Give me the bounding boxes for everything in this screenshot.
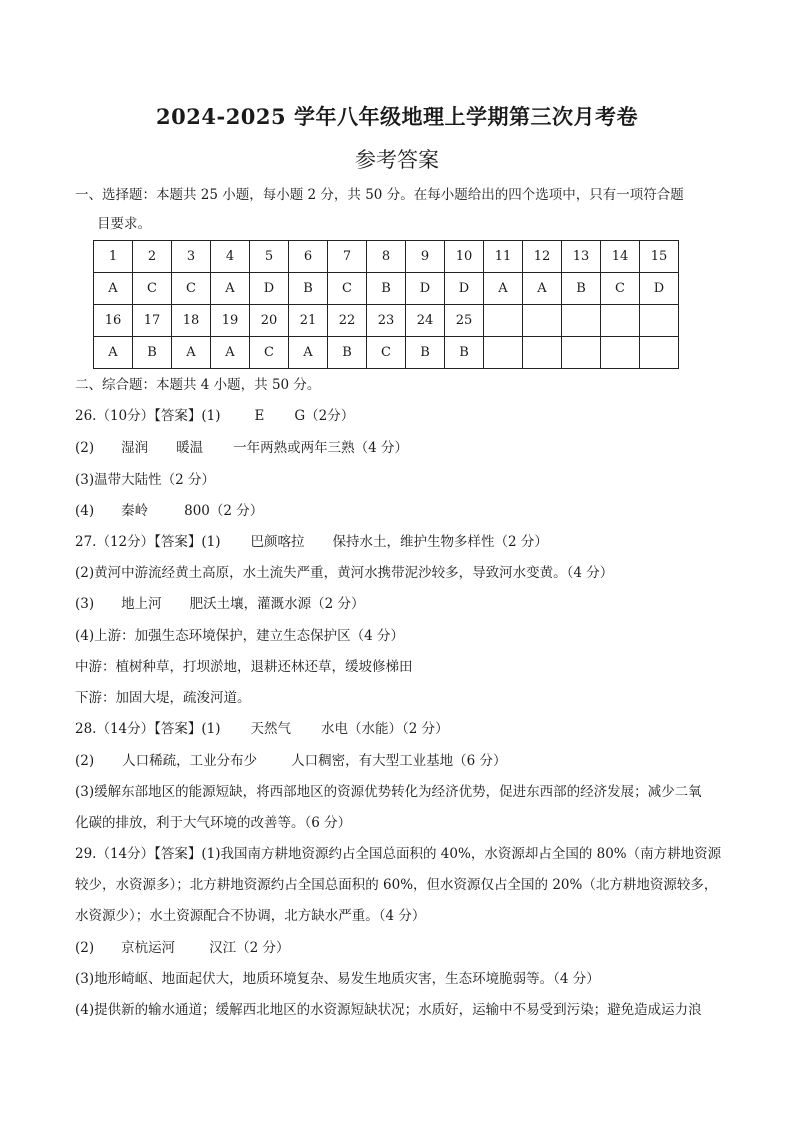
table-cell: 14 bbox=[601, 241, 640, 273]
q26-answer-harvest: 一年两熟或两年三熟（4 分） bbox=[233, 440, 409, 456]
q29-answer-hanjiang: 汉江（2 分） bbox=[209, 940, 290, 956]
table-cell: A bbox=[94, 273, 133, 305]
table-cell: 4 bbox=[211, 241, 250, 273]
table-cell: 3 bbox=[172, 241, 211, 273]
section1-intro-line1: 一、选择题：本题共 25 小题，每小题 2 分，共 50 分。在每小题给出的四个选项中，只有一项符合题 bbox=[75, 187, 684, 203]
q27-answer-bayankala: 巴颜喀拉 bbox=[250, 534, 305, 550]
q29-line4 bbox=[75, 938, 290, 958]
table-cell bbox=[484, 305, 523, 337]
q27-answer-soil: 保持水土，维护生物多样性（2 分） bbox=[332, 534, 548, 550]
table-cell: D bbox=[445, 273, 484, 305]
q26-answer-qinling: 秦岭 bbox=[121, 503, 149, 519]
q28-line1 bbox=[75, 719, 449, 739]
q26-answer-e: E bbox=[254, 408, 265, 424]
section1-intro-line2: 目要求。 bbox=[97, 216, 151, 232]
q26-answer-warm: 暖温 bbox=[176, 440, 204, 456]
table-cell: 18 bbox=[172, 305, 211, 337]
q28-answer-gas: 天然气 bbox=[250, 721, 292, 737]
table-cell: 23 bbox=[367, 305, 406, 337]
table-cell: A bbox=[289, 337, 328, 369]
table-cell: D bbox=[406, 273, 445, 305]
table-cell bbox=[484, 337, 523, 369]
table-cell: 7 bbox=[328, 241, 367, 273]
table-cell bbox=[523, 337, 562, 369]
q29-line3: 水资源少）；水土资源配合不协调，北方缺水严重。（4 分） bbox=[75, 908, 426, 924]
table-cell: A bbox=[211, 337, 250, 369]
q28-line3: (3)缓解东部地区的能源短缺，将西部地区的资源优势转化为经济优势，促进东西部的经济发展；减少二氧 bbox=[75, 784, 702, 800]
q28-line2-label: (2) bbox=[75, 753, 95, 769]
table-cell: 10 bbox=[445, 241, 484, 273]
table-cell: 19 bbox=[211, 305, 250, 337]
table-cell: 9 bbox=[406, 241, 445, 273]
q29-line4-label: (2) bbox=[75, 940, 95, 956]
table-cell: B bbox=[133, 337, 172, 369]
table-cell: D bbox=[250, 273, 289, 305]
q28-line1-label: 28.（14分）【答案】(1) bbox=[75, 721, 221, 737]
table-cell: A bbox=[484, 273, 523, 305]
table-cell: 16 bbox=[94, 305, 133, 337]
table-cell: C bbox=[250, 337, 289, 369]
q27-line3-label: (3) bbox=[75, 596, 95, 612]
table-cell: 1 bbox=[94, 241, 133, 273]
table-answer-row bbox=[94, 273, 679, 305]
table-cell: B bbox=[328, 337, 367, 369]
page-subtitle: 参考答案 bbox=[355, 148, 439, 172]
q28-line2 bbox=[75, 751, 507, 771]
q26-line2 bbox=[75, 438, 408, 458]
q27-line1 bbox=[75, 532, 548, 552]
table-cell: C bbox=[172, 273, 211, 305]
q27-answer-fertile: 肥沃土壤，灌溉水源（2 分） bbox=[189, 596, 365, 612]
q26-line1-label: 26.（10分）【答案】(1) bbox=[75, 408, 221, 424]
table-cell bbox=[562, 337, 601, 369]
q26-answer-g: G（2分） bbox=[294, 408, 355, 424]
q27-line3 bbox=[75, 594, 365, 614]
table-cell: 22 bbox=[328, 305, 367, 337]
q26-line1 bbox=[75, 406, 354, 426]
q26-line4-label: (4) bbox=[75, 503, 95, 519]
table-number-row bbox=[94, 305, 679, 337]
section2-intro: 二、综合题：本题共 4 小题，共 50 分。 bbox=[75, 377, 321, 393]
table-cell: B bbox=[289, 273, 328, 305]
table-cell: 15 bbox=[640, 241, 679, 273]
table-cell: C bbox=[133, 273, 172, 305]
table-cell: B bbox=[367, 273, 406, 305]
q29-line6: (4)提供新的输水通道；缓解西北地区的水资源短缺状况；水质好，运输中不易受到污染；避免造成运力浪 bbox=[75, 1002, 702, 1018]
q29-line1: 29.（14分）【答案】(1)我国南方耕地资源约占全国总面积的 40%，水资源却占全国的 80%（南方耕地资源 bbox=[75, 846, 722, 862]
q28-answer-hydro: 水电（水能）（2 分） bbox=[321, 721, 449, 737]
q27-line1-label: 27.（12分）【答案】(1) bbox=[75, 534, 221, 550]
table-cell: 21 bbox=[289, 305, 328, 337]
q29-line2: 较少，水资源多）；北方耕地资源约占全国总面积的 60%，但水资源仅占全国的 20%（北方耕地资源较多， bbox=[75, 877, 718, 893]
table-cell: 2 bbox=[133, 241, 172, 273]
table-cell: 25 bbox=[445, 305, 484, 337]
table-cell: C bbox=[328, 273, 367, 305]
table-cell: 24 bbox=[406, 305, 445, 337]
table-cell: 12 bbox=[523, 241, 562, 273]
q27-line2: (2)黄河中游流经黄土高原，水土流失严重，黄河水携带泥沙较多，导致河水变黄。（4 分） bbox=[75, 565, 614, 581]
table-cell: C bbox=[367, 337, 406, 369]
page-title: 2024-2025 学年八年级地理上学期第三次月考卷 bbox=[156, 104, 638, 129]
table-cell bbox=[601, 305, 640, 337]
q29-line5: (3)地形崎岖、地面起伏大，地质环境复杂、易发生地质灾害，生态环境脆弱等。（4 分） bbox=[75, 971, 600, 987]
table-cell: 20 bbox=[250, 305, 289, 337]
table-cell: 11 bbox=[484, 241, 523, 273]
q27-line5: 中游：植树种草，打坝淤地，退耕还林还草，缓坡修梯田 bbox=[75, 659, 413, 675]
q26-answer-800: 800（2 分） bbox=[184, 503, 264, 519]
table-cell: B bbox=[562, 273, 601, 305]
table-cell: 13 bbox=[562, 241, 601, 273]
table-number-row bbox=[94, 241, 679, 273]
table-answer-row bbox=[94, 337, 679, 369]
q27-line4: (4)上游：加强生态环境保护，建立生态保护区（4 分） bbox=[75, 628, 405, 644]
table-cell: A bbox=[94, 337, 133, 369]
q26-line2-label: (2) bbox=[75, 440, 95, 456]
q28-line4: 化碳的排放，利于大气环境的改善等。（6 分） bbox=[75, 815, 352, 831]
table-cell bbox=[523, 305, 562, 337]
table-cell bbox=[640, 305, 679, 337]
table-cell: C bbox=[601, 273, 640, 305]
q26-line4 bbox=[75, 501, 263, 521]
table-cell: 17 bbox=[133, 305, 172, 337]
table-cell: D bbox=[640, 273, 679, 305]
answer-table bbox=[93, 240, 679, 369]
table-cell: 5 bbox=[250, 241, 289, 273]
q27-line6: 下游：加固大堤，疏浚河道。 bbox=[75, 690, 251, 706]
table-cell bbox=[601, 337, 640, 369]
table-cell: A bbox=[211, 273, 250, 305]
table-cell: A bbox=[172, 337, 211, 369]
table-cell: A bbox=[523, 273, 562, 305]
q29-answer-canal: 京杭运河 bbox=[121, 940, 176, 956]
q26-line3: (3)温带大陆性（2 分） bbox=[75, 472, 216, 488]
q28-answer-dense: 人口稠密，有大型工业基地（6 分） bbox=[291, 753, 507, 769]
table-cell bbox=[562, 305, 601, 337]
q27-answer-river: 地上河 bbox=[121, 596, 162, 612]
q28-answer-sparse: 人口稀疏，工业分布少 bbox=[122, 753, 258, 769]
table-cell bbox=[640, 337, 679, 369]
table-cell: 6 bbox=[289, 241, 328, 273]
table-cell: B bbox=[406, 337, 445, 369]
q26-answer-humid: 湿润 bbox=[121, 440, 149, 456]
table-cell: 8 bbox=[367, 241, 406, 273]
table-cell: B bbox=[445, 337, 484, 369]
